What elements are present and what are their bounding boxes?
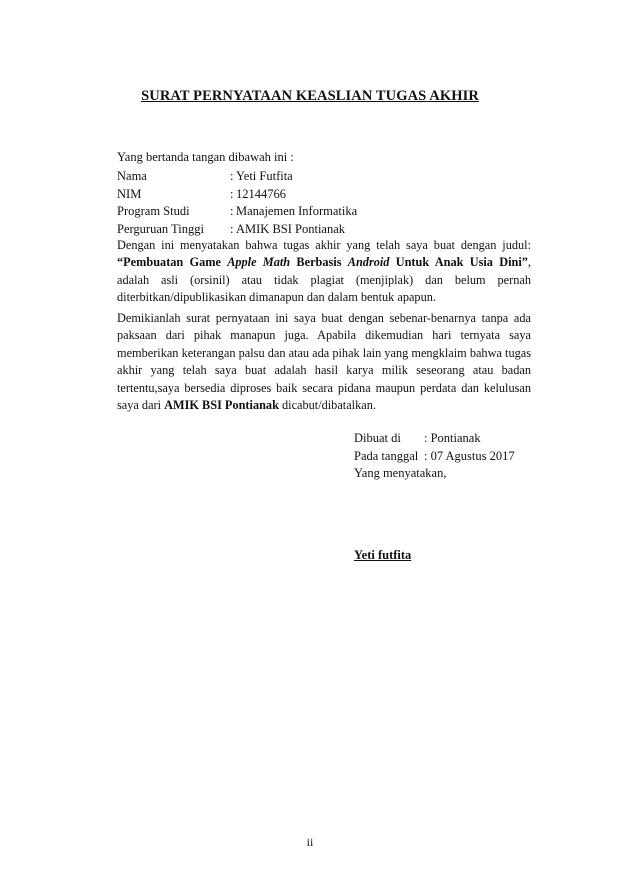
place-value: : Pontianak [424, 431, 481, 445]
field-row-nim [117, 186, 357, 204]
paragraph-tail: , adalah asli (orsinil) atau tidak plagiat (menjiplak) dan belum pernah diterbitkan/dipublikasikan dimanapun dan dalam bentuk apapun. [117, 255, 531, 305]
field-value: Manajemen Informatika [236, 204, 358, 218]
field-label: Perguruan Tinggi [117, 221, 204, 236]
thesis-title-part: Untuk Anak Usia Dini” [389, 255, 528, 270]
field-row-nama [117, 168, 357, 186]
place-label: Dibuat di [354, 431, 401, 445]
field-label: Program Studi [117, 204, 190, 218]
field-separator: : [230, 169, 234, 183]
closing-paragraph [117, 310, 531, 414]
statement-paragraph [117, 237, 531, 307]
signature-block [354, 430, 515, 483]
field-value: AMIK BSI Pontianak [236, 221, 346, 236]
field-value: 12144766 [236, 186, 286, 201]
field-separator: : [230, 204, 234, 218]
document-title: SURAT PERNYATAAN KEASLIAN TUGAS AKHIR [141, 88, 479, 104]
field-row-program-studi [117, 203, 357, 221]
thesis-title-part: Berbasis [290, 255, 348, 270]
paragraph-tail: dicabut/dibatalkan. [278, 398, 376, 413]
date-value: : 07 Agustus 2017 [424, 448, 515, 463]
thesis-title-italic: Apple Math [227, 255, 291, 270]
field-row-perguruan-tinggi [117, 221, 357, 239]
identity-fields [117, 168, 357, 238]
date-label: Pada tanggal [354, 448, 419, 463]
thesis-title-part: “Pembuatan Game [117, 255, 228, 270]
institution-name: AMIK BSI Pontianak [164, 398, 279, 413]
thesis-title-italic: Android [347, 255, 390, 270]
paragraph-lead: Demikianlah surat pernyataan ini saya buat dengan sebenar-benarnya tanpa ada paksaan dari pihak manapun juga. Apabila dikemudian hari ternyata saya memberikan keterangan palsu dan atau ada pihak lain yang mengklaim bahwa tugas akhir yang telah saya buat adalah hasil karya milik seseorang atau badan tertentu,saya bersedia diproses baik secara pidana maupun perdata dan kelulusan saya dari [117, 311, 531, 413]
page-number: ii [306, 835, 314, 849]
intro-text: Yang bertanda tangan dibawah ini : [117, 150, 294, 164]
field-label: Nama [117, 169, 147, 183]
thesis-title [117, 255, 528, 269]
field-separator: : [230, 221, 234, 236]
paragraph-lead: Dengan ini menyatakan bahwa tugas akhir yang telah saya buat dengan judul: [117, 238, 531, 252]
signer-name: Yeti futfita [354, 548, 412, 562]
date-row [354, 448, 515, 466]
field-separator: : [230, 186, 234, 201]
field-label: NIM [117, 186, 142, 201]
field-value: Yeti Futfita [236, 169, 293, 183]
place-row [354, 430, 515, 448]
declarant-label: Yang menyatakan, [354, 466, 447, 480]
